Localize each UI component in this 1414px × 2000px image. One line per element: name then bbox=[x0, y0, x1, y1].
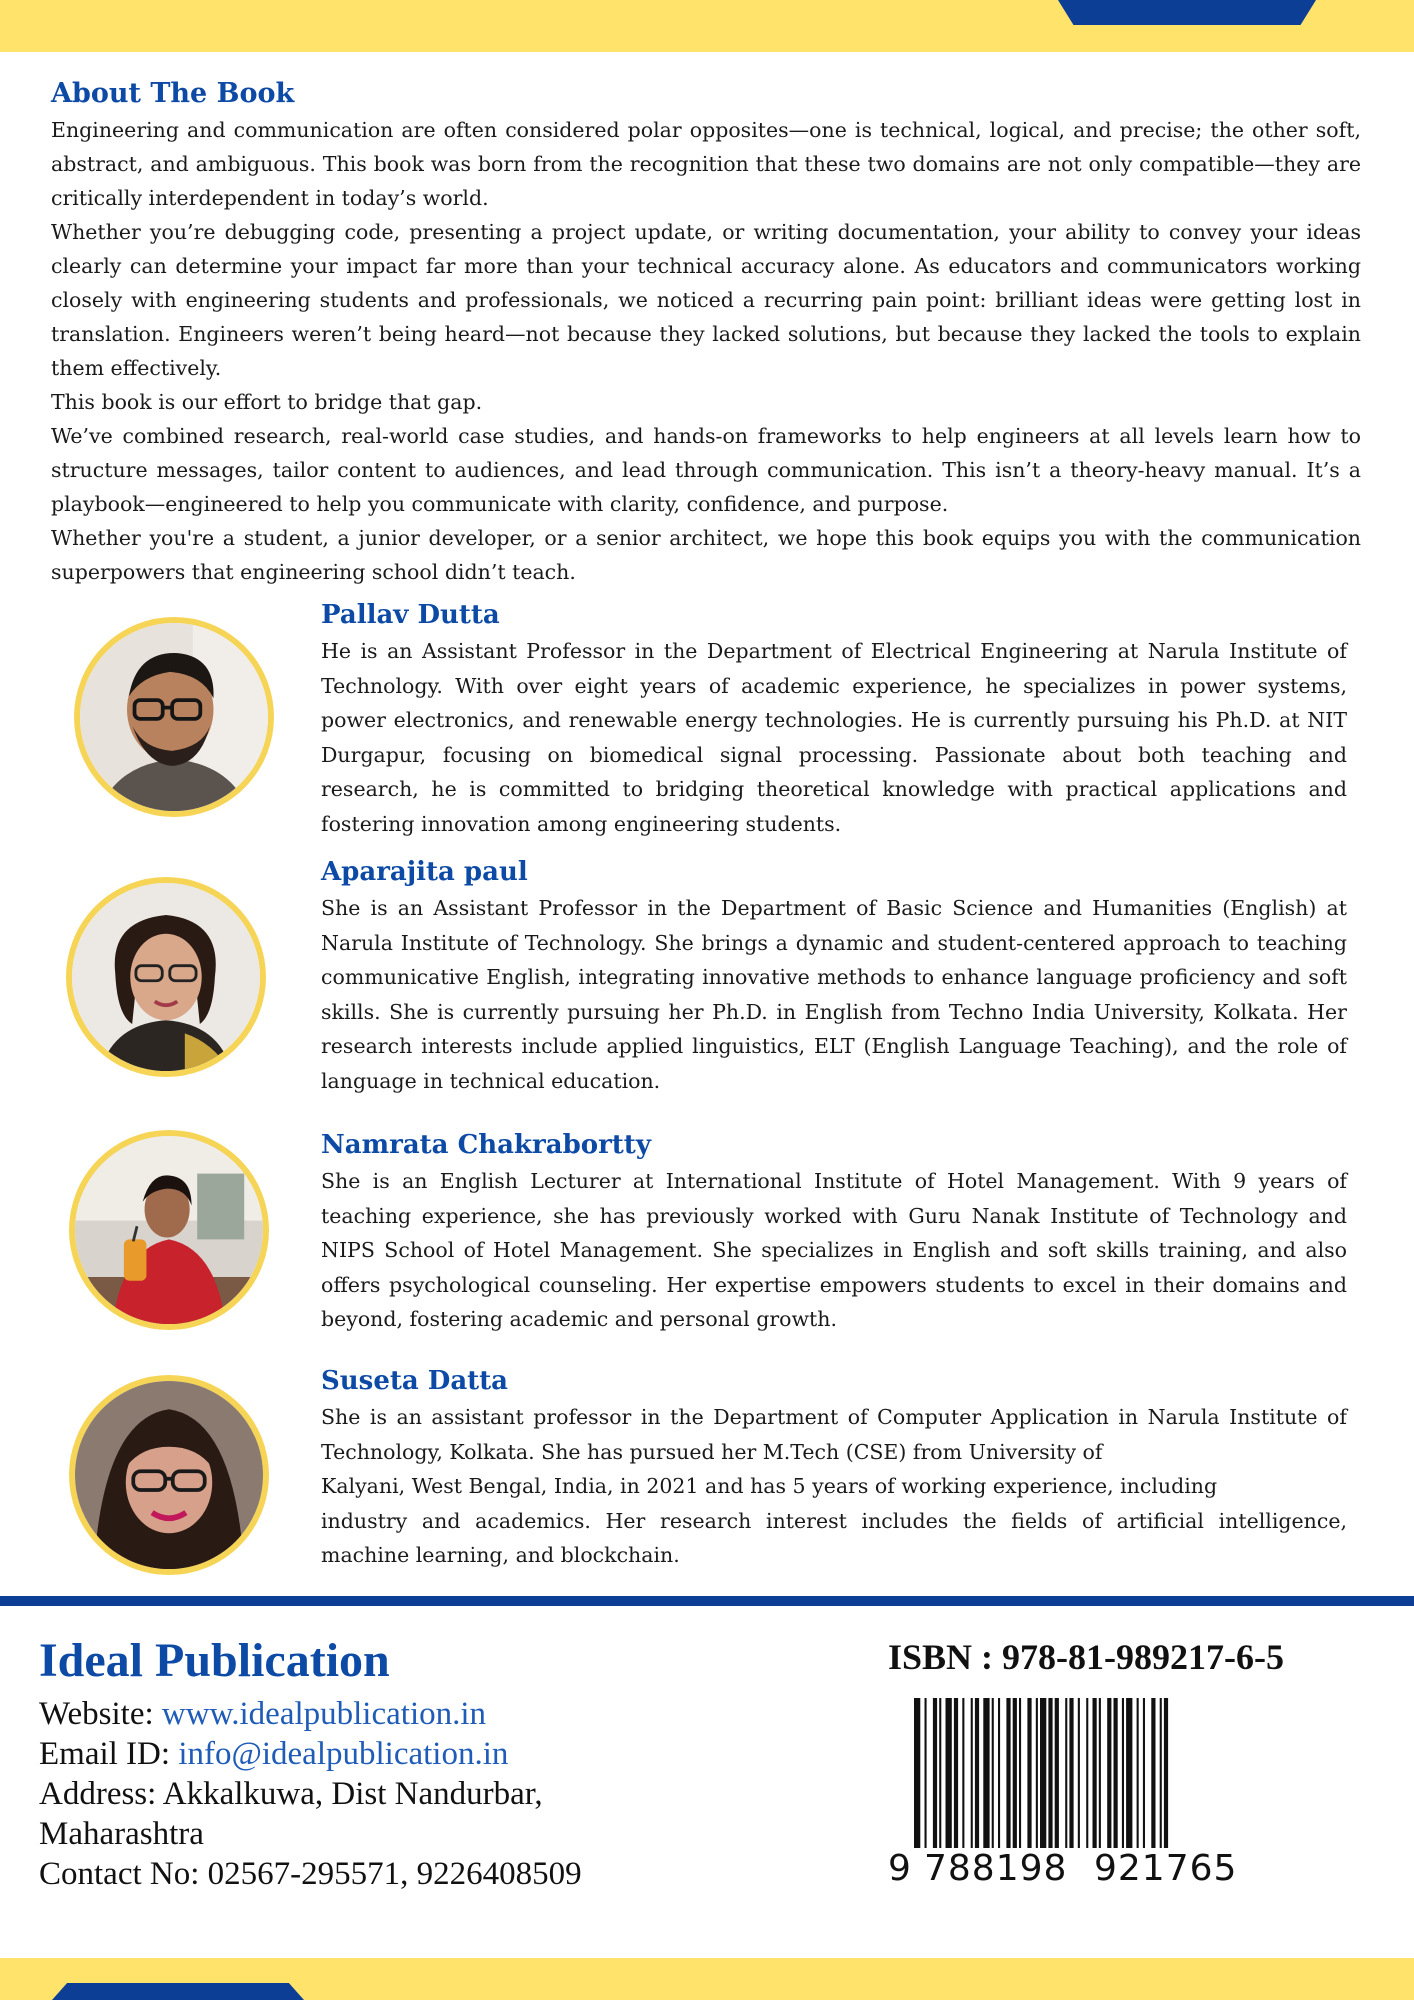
author-photo bbox=[69, 1130, 269, 1330]
email-label: Email ID: bbox=[39, 1736, 179, 1772]
barcode-bar bbox=[1040, 1698, 1046, 1864]
barcode-bar bbox=[1160, 1698, 1162, 1864]
barcode-bar bbox=[962, 1698, 964, 1848]
barcode-bar bbox=[1065, 1698, 1067, 1848]
barcode-bar bbox=[1114, 1698, 1118, 1848]
barcode-bar bbox=[1099, 1698, 1101, 1848]
website-label: Website: bbox=[39, 1696, 162, 1732]
bottom-blue-tab bbox=[52, 1983, 304, 2000]
barcode-bar bbox=[914, 1698, 920, 1864]
author-bio: He is an Assistant Professor in the Department of Electrical Engineering at Narula Institute of Technology. With over eight years of academic experience, he specializes in power systems, power electronics, and renewable energy technologies. He is currently pursuing his Ph.D. at NIT Durgapur, focusing on biomedical signal processing. Passionate about both teaching and research, he is committed to bridging theoretical knowledge with practical applications and fostering innovation among engineering students. bbox=[321, 639, 1347, 836]
author-bio: She is an Assistant Professor in the Department of Basic Science and Humanities (English) at Narula Institute of Technology. She brings a dynamic and student-centered approach to teaching communicative English, integrating innovative methods to enhance language proficiency and soft skills. She is currently pursuing her Ph.D. in English from Techno India University, Kolkata. Her research interests include applied linguistics, ELT (English Language Teaching), and the role of language in technical education. bbox=[321, 896, 1347, 1093]
barcode-bars bbox=[914, 1698, 1168, 1864]
barcode-bar bbox=[925, 1698, 927, 1864]
barcode-bar bbox=[933, 1698, 937, 1848]
email-line bbox=[39, 1734, 739, 1774]
publisher-name: Ideal Publication bbox=[39, 1634, 390, 1687]
section-divider bbox=[0, 1596, 1414, 1606]
email-link[interactable]: info@idealpublication.in bbox=[178, 1736, 509, 1772]
barcode-bar bbox=[939, 1698, 941, 1848]
barcode-bar bbox=[1093, 1698, 1097, 1848]
isbn-barcode bbox=[886, 1698, 1290, 1888]
barcode-bar bbox=[975, 1698, 979, 1848]
about-paragraph: Engineering and communication are often considered polar opposites—one is technical, logical, and precise; the other soft, abstract, and ambiguous. This book was born from the recognition that these two domains are not only compatible—they are critically interdependent in today’s world. bbox=[51, 118, 1361, 210]
contact-line: Contact No: 02567-295571, 9226408509 bbox=[39, 1856, 582, 1892]
barcode-bar bbox=[954, 1698, 958, 1848]
barcode-bar bbox=[1164, 1698, 1168, 1864]
author-name: Pallav Dutta bbox=[321, 600, 500, 630]
author-bio: She is an English Lecturer at International Institute of Hotel Management. With 9 years of teaching experience, she has previously worked with Guru Nanak Institute of Technology and NIPS School of Hotel Management. She specializes in English and soft skills training, and also offers psychological counseling. Her expertise empowers students to excel in their domains and beyond, fostering academic and personal growth. bbox=[321, 1169, 1347, 1331]
isbn-label: ISBN : 978-81-989217-6-5 bbox=[888, 1637, 1284, 1677]
barcode-bar bbox=[1151, 1698, 1155, 1848]
barcode-bar bbox=[1086, 1698, 1088, 1848]
address-line: Maharashtra bbox=[39, 1816, 204, 1852]
barcode-bar bbox=[983, 1698, 989, 1848]
publisher-info bbox=[39, 1632, 739, 1894]
about-the-book bbox=[51, 78, 1361, 589]
about-paragraph: Whether you’re debugging code, presenting a project update, or writing documentation, your ability to convey your ideas clearly can determine your impact far more than your technical accuracy alone. As educators and communicators working closely with engineering students and professionals, we noticed a recurring pain point: brilliant ideas were getting lost in translation. Engineers weren’t being heard—not because they lacked solutions, but because they lacked the tools to explain them effectively. bbox=[51, 220, 1361, 380]
barcode-bar bbox=[1055, 1698, 1059, 1848]
barcode-bar bbox=[1048, 1698, 1052, 1864]
author-photo bbox=[66, 877, 266, 1077]
barcode-bar bbox=[1019, 1698, 1021, 1848]
barcode-bar bbox=[1069, 1698, 1073, 1848]
barcode-digit-group: 788198 bbox=[924, 1848, 1068, 1888]
barcode-bar bbox=[971, 1698, 973, 1848]
about-paragraph: Whether you're a student, a junior developer, or a senior architect, we hope this book equips you with the communication superpowers that engineering school didn’t teach. bbox=[51, 526, 1361, 584]
barcode-bar bbox=[946, 1698, 952, 1848]
top-blue-tab bbox=[1058, 0, 1316, 25]
barcode-bar bbox=[1122, 1698, 1124, 1848]
barcode-bar bbox=[1107, 1698, 1111, 1848]
website-line bbox=[39, 1694, 739, 1734]
address-line: Address: Akkalkuwa, Dist Nandurbar, bbox=[39, 1776, 543, 1812]
barcode-bar bbox=[992, 1698, 994, 1848]
barcode-bar bbox=[1078, 1698, 1080, 1848]
barcode-bar bbox=[1143, 1698, 1145, 1848]
about-paragraph: This book is our effort to bridge that gap. bbox=[51, 390, 483, 414]
barcode-digit-group: 921765 bbox=[1094, 1848, 1238, 1888]
author-bio-line: She is an assistant professor in the Department of Computer Application in Narula Institute of Technology, Kolkata. She has pursued her M.Tech (CSE) from University of bbox=[321, 1405, 1347, 1464]
author-photo bbox=[69, 1375, 269, 1575]
barcode-bar bbox=[998, 1698, 1000, 1848]
author-name: Namrata Chakrabortty bbox=[321, 1130, 651, 1160]
website-link[interactable]: www.idealpublication.in bbox=[161, 1696, 487, 1732]
barcode-bar bbox=[1006, 1698, 1010, 1848]
author-bio-line: Kalyani, West Bengal, India, in 2021 and has 5 years of working experience, including bbox=[321, 1474, 1218, 1498]
author-name: Suseta Datta bbox=[321, 1366, 509, 1396]
author-photo bbox=[74, 617, 274, 817]
barcode-bar bbox=[1027, 1698, 1031, 1848]
author-bio-line: industry and academics. Her research interest includes the fields of artificial intelligence, machine learning, and blockchain. bbox=[321, 1508, 1347, 1567]
barcode-bar bbox=[1126, 1698, 1132, 1848]
author-name: Aparajita paul bbox=[321, 857, 528, 887]
barcode-bar bbox=[1036, 1698, 1038, 1848]
barcode-bar bbox=[1013, 1698, 1017, 1848]
barcode-bar bbox=[1137, 1698, 1139, 1848]
barcode-digit: 9 bbox=[888, 1848, 911, 1888]
about-heading: About The Book bbox=[51, 78, 295, 109]
about-paragraph: We’ve combined research, real-world case studies, and hands-on frameworks to help engineers at all levels learn how to structure messages, tailor content to audiences, and lead through communication. This isn’t a theory-heavy manual. It’s a playbook—engineered to help you communicate with clarity, confidence, and purpose. bbox=[51, 424, 1361, 516]
